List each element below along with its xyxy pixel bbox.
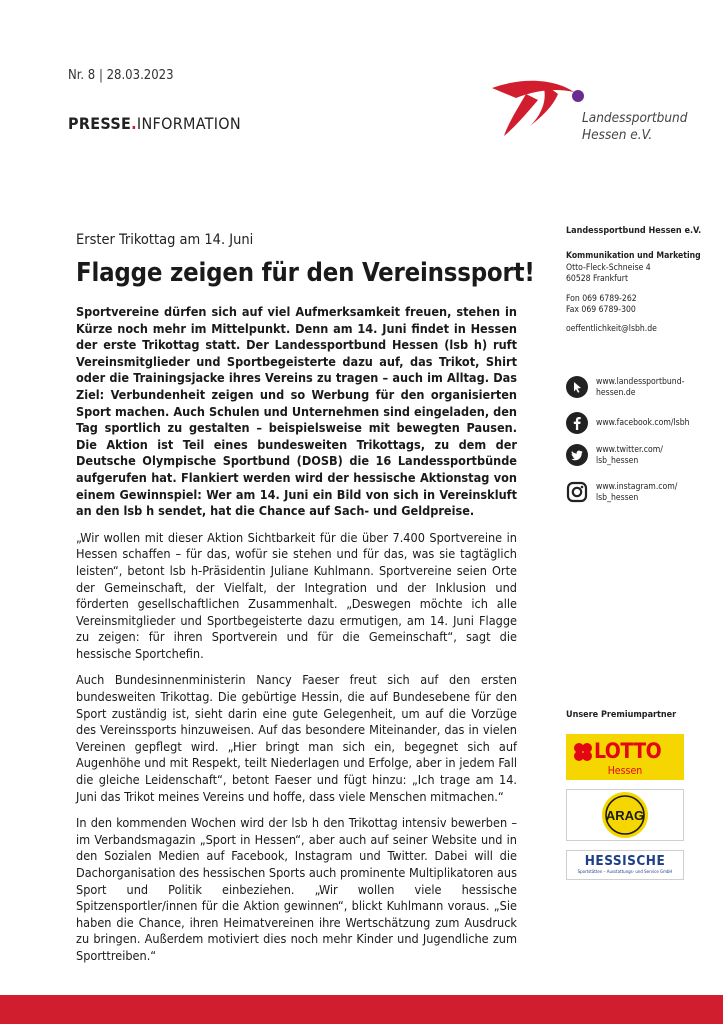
sidebar-fax: Fax 069 6789-300 xyxy=(566,305,636,316)
instagram-icon xyxy=(566,481,588,503)
sidebar-email[interactable]: oeffentlichkeit@lsbh.de xyxy=(566,324,657,335)
press-label-dot: . xyxy=(131,114,137,133)
article-body xyxy=(76,304,517,975)
article-lead: Sportvereine dürfen sich auf viel Aufmerksamkeit freuen, stehen in Kürze noch mehr im Mittelpunkt. Denn am 14. Juni findet in Hessen der erste Trikottag statt. Der Landessportbund Hessen (lsb h) ruft Vereinsmitglieder und Sportbegeisterte dazu auf, das Trikot, Shirt oder die Trainingsjacke ihres Vereins zu tragen – auch im Alltag. Das Ziel: Verbundenheit zeigen und so Werbung für den organisierten Sport machen. Auch Schulen und Unternehmen sind eingeladen, den Tag sportlich zu gestalten – beispielsweise mit bewegten Pausen. Die Aktion ist Teil eines bundesweiten Trikottags, zu dem der Deutsche Olympische Sportbund (DOSB) die 16 Landessportbünde aufgerufen hat. Flankiert werden wird der hessische Aktionstag von einem Gewinnspiel: Wer am 14. Juni ein Bild von sich in Vereinskluft an den lsb h sendet, hat die Chance auf Sach- und Geldpreise. xyxy=(76,304,517,519)
lotto-sub: Hessen xyxy=(607,765,643,777)
logo-red-swoosh xyxy=(492,81,574,98)
facebook-icon xyxy=(566,412,588,434)
arag-wordmark: ARAG xyxy=(605,808,645,823)
partners-title: Unsere Premiumpartner xyxy=(566,710,677,720)
issue-date: Nr. 8 | 28.03.2023 xyxy=(68,68,174,83)
article-paragraph: Auch Bundesinnenministerin Nancy Faeser freut sich auf den ersten bundesweiten Trikottag. Die gebürtige Hessin, die auf Bundesebene für den Sport zuständig ist, sieht darin eine gute Gelegenheit, um auf die Vorzüge des Vereinssports hinzuweisen. Auf das besondere Miteinander, das in vielen Vereinen gepflegt wird. „Hier bringt man sich ein, begegnet sich auf Augenhöhe und mit Respekt, teilt Niederlagen und Erfolge, aber in jedem Fall die gleiche Leidenschaft“, betont Faeser und fügt hinzu: „Ich trage am 14. Juni das Trikot meines Vereins und hoffe, dass viele Menschen mitmachen.“ xyxy=(76,672,517,804)
sidebar-org: Landessportbund Hessen e.V. xyxy=(566,226,702,236)
contact-sidebar xyxy=(566,226,706,336)
hessische-wordmark: HESSISCHE xyxy=(584,853,666,869)
article-paragraph: „Wir wollen mit dieser Aktion Sichtbarkeit für die über 7.400 Sportvereine in Hessen schaffen – für das, wofür sie stehen und für das, was sie tagtäglich leisten“, betont lsb h-Präsidentin Juliane Kuhlmann. Sportvereine seien Orte der Gemeinschaft, der Vielfalt, der Integration und der Inklusion und förderten gesellschaftlichen Zusammenhalt. „Deswegen möchte ich alle Vereinsmitglieder und Sportbegeisterte dazu ermutigen, am 14. Juni Flagge zu zeigen: für ihren Sportverein und für die Gemeinschaft“, sagt die hessische Sportchefin. xyxy=(76,529,517,661)
logo-text: Landessportbund Hessen e.V. xyxy=(582,110,688,143)
press-label xyxy=(68,114,241,133)
twitter-icon xyxy=(566,444,588,466)
partner-lotto-logo[interactable] xyxy=(566,734,684,780)
arag-emblem xyxy=(567,790,683,840)
logo-purple-dot xyxy=(572,90,584,102)
hessische-sub: Sportstätten – Ausstattungs- und Service GmbH xyxy=(577,870,673,875)
press-label-rest: INFORMATION xyxy=(136,114,241,133)
partner-hessische-logo[interactable] xyxy=(566,850,684,880)
sidebar-city: 60528 Frankfurt xyxy=(566,274,628,285)
clover-icon xyxy=(572,741,594,763)
press-label-bold: PRESSE xyxy=(68,114,132,133)
article-headline: Flagge zeigen für den Vereinssport! xyxy=(76,258,535,288)
article-subhead: Erster Trikottag am 14. Juni xyxy=(76,232,254,248)
footer-red-bar xyxy=(0,995,723,1024)
lotto-wordmark: LOTTO xyxy=(594,739,662,763)
sidebar-street: Otto-Fleck-Schneise 4 xyxy=(566,262,651,273)
sidebar-dept: Kommunikation und Marketing xyxy=(566,251,701,262)
partner-arag-logo[interactable] xyxy=(566,789,684,841)
article-paragraph: In den kommenden Wochen wird der lsb h den Trikottag intensiv bewerben – im Verbandsmagazin „Sport in Hessen“, aber auch auf seiner Website und in den Sozialen Medien auf Facebook, Instagram und Twitter. Dabei will die Dachorganisation des hessischen Sports auch prominente Multiplikatoren aus Sport und Politik einbeziehen. „Wir wollen viele hessische Spitzensportler/innen für die Aktion gewinnen“, blickt Kuhlmann voraus. „Sie haben die Chance, ihren Heimatvereinen ihre Wertschätzung zum Ausdruck zu bringen. Außerdem motiviert dies noch mehr Kinder und Jugendliche zum Sporttreiben.“ xyxy=(76,815,517,963)
cursor-icon xyxy=(566,376,588,398)
sidebar-phone: Fon 069 6789-262 xyxy=(566,293,637,304)
